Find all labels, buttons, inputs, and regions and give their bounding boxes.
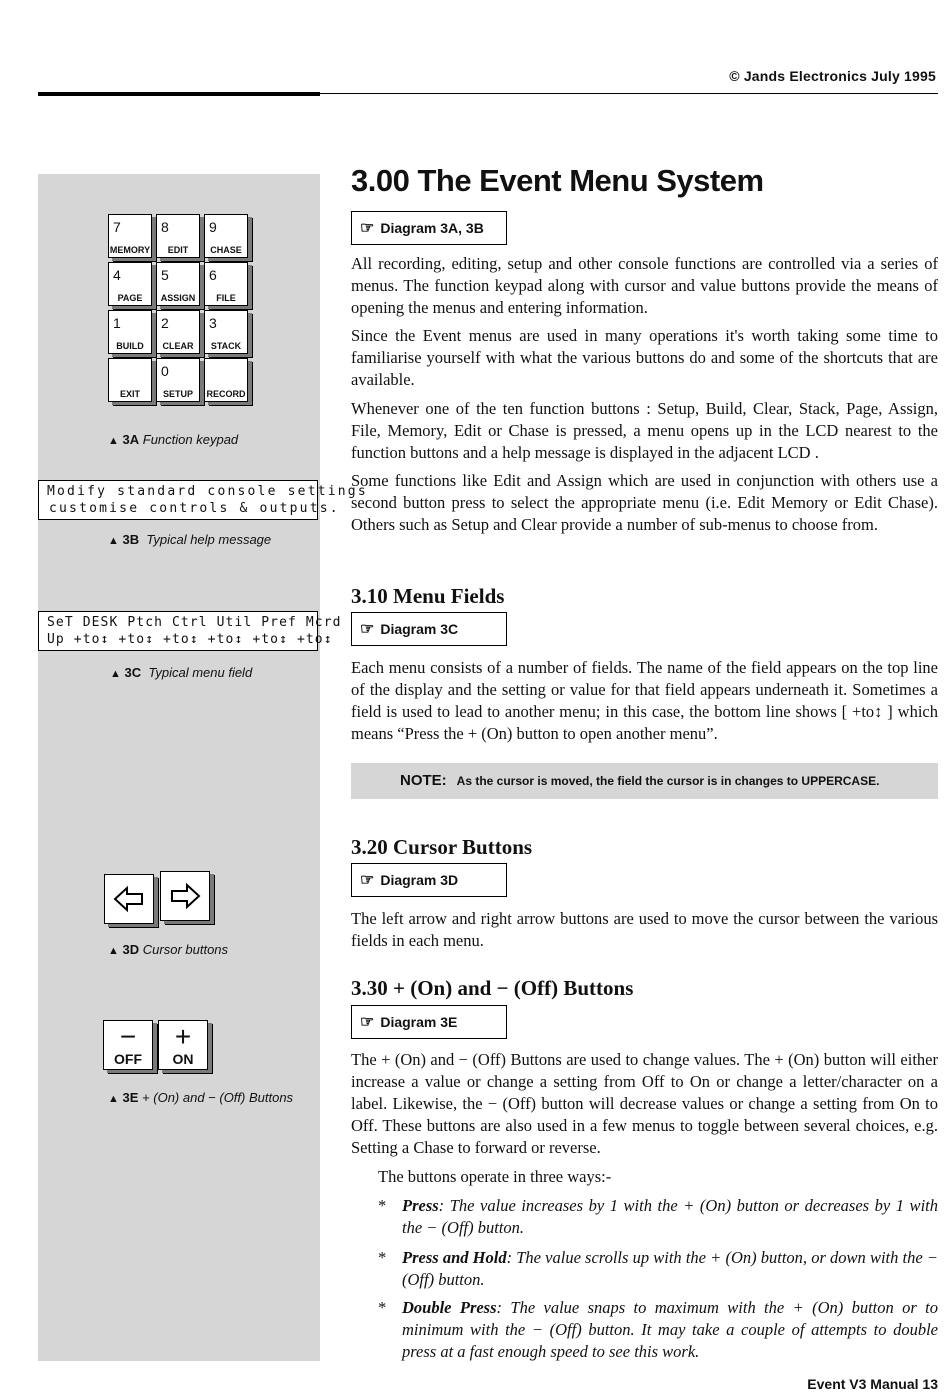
keypad-key [204,358,248,402]
note-box [351,763,938,799]
header-rule [38,92,320,96]
keypad-key [204,214,248,258]
paragraph: Some functions like Edit and Assign which are used in conjunction with others use a second button press to select the appropriate menu (i.e. Edit Memory or Edit Chase). Others such as Setup and Clear provide a number of sub-menus to choose from. [351,471,938,534]
paragraph: Each menu consists of a number of fields. The name of the field appears on the top line of the display and the setting or value for that field appears underneath it. Sometimes a field is used to lead to another menu; in this case, the bottom line shows [ +to↕ ] which means “Press the + (On) button to open another menu”. [351,658,938,743]
paragraph: Since the Event menus are used in many operations it's worth taking some time to familiarise yourself with what the various buttons do and some of the shortcuts that are available. [351,326,938,389]
lcd-line-1: Modify standard console settings [47,484,368,499]
plus-icon: + [174,1021,192,1052]
keypad-key [204,310,248,354]
key-number: 7 [113,219,121,235]
header-rule-thin [320,93,938,94]
left-arrow-icon [105,875,153,923]
key-number: 9 [209,219,217,235]
key-label: MEMORY [109,245,151,255]
keypad-key [108,358,152,402]
lcd-line-2: Up +to↕ +to↕ +to↕ +to↕ +to↕ +to↕ [47,632,333,647]
key-label: RECORD [206,389,246,399]
paragraph: All recording, editing, setup and other console functions are controlled via a series of menus. The function keypad along with cursor and value buttons provide the means of opening the menus and entering information. [351,254,938,317]
key-number: 0 [161,363,169,379]
key-label: BUILD [116,341,144,351]
lcd-line-1: SeT DESK Ptch Ctrl Util Pref Mcrd [47,615,342,630]
caption-3d: ▲ 3D Cursor buttons [108,942,229,957]
list-item: * Double Press: The value snaps to maximum with the + (On) button or to minimum with the − (Off) button. It may take a couple of attempts to double press at a fast enough speed to see this work. [378,1298,938,1361]
section-heading-3-20: 3.20 Cursor Buttons [351,835,533,859]
section-heading-3-30: 3.30 + (On) and − (Off) Buttons [351,976,634,1000]
diagram-sidebar [38,174,368,1361]
pointing-hand-icon: ☞ [360,872,375,889]
key-number: 1 [113,315,121,331]
key-number: 5 [161,267,169,283]
on-button [158,1020,208,1070]
key-label: FILE [216,293,236,303]
paragraph: The buttons operate in three ways:- [378,1167,612,1186]
diagram-ref-3d: ☞ Diagram 3D [351,863,507,897]
note-label: NOTE: [400,772,447,789]
on-label: ON [172,1051,194,1067]
pointing-hand-icon: ☞ [360,220,375,237]
key-number: 6 [209,267,217,283]
lcd-line-2: customise controls & outputs. [49,501,340,516]
page-header: © Jands Electronics July 1995 [729,68,936,84]
page-footer: Event V3 Manual 13 [807,1376,938,1392]
key-label: SETUP [162,389,193,399]
diagram-ref-3e: ☞ Diagram 3E [351,1005,507,1039]
key-number: 3 [209,315,217,331]
key-label: CLEAR [162,341,194,351]
diagram-ref-3a-3b: ☞ Diagram 3A, 3B [351,211,507,245]
pointing-hand-icon: ☞ [360,1014,375,1031]
paragraph: The left arrow and right arrow buttons are used to move the cursor between the various fields in each menu. [351,909,938,950]
keypad-key [108,214,152,258]
keypad-key [156,310,200,354]
caption-3a: ▲ 3A Function keypad [108,432,239,447]
off-label: OFF [114,1051,142,1067]
key-label: ASSIGN [160,293,196,303]
keypad-key [156,358,200,402]
list-item: * Press: The value increases by 1 with the + (On) button or decreases by 1 with the − (Off) button. [378,1196,938,1237]
caption-3b: ▲ 3B Typical help message [108,532,272,547]
keypad-key [204,262,248,306]
right-arrow-icon [161,872,209,920]
left-arrow-button [104,874,154,924]
lcd-menu-field [38,611,342,651]
off-button [103,1020,153,1070]
minus-icon: − [119,1021,137,1052]
diagram-ref-3c: ☞ Diagram 3C [351,612,507,646]
list-item: * Press and Hold: The value scrolls up with the + (On) button, or down with the − (Off) button. [378,1248,938,1289]
key-number: 8 [161,219,169,235]
keypad-key [108,262,152,306]
key-label: EDIT [167,245,189,255]
section-heading-3-10: 3.10 Menu Fields [351,584,505,608]
keypad-key [108,310,152,354]
paragraph: Whenever one of the ten function buttons : Setup, Build, Clear, Stack, Page, Assign, File, Memory, Edit or Chase is pressed, a menu opens up in the LCD nearest to the function buttons and a help message is displayed in the adjacent LCD . [351,399,938,462]
lcd-help-message [38,480,368,520]
paragraph: The + (On) and − (Off) Buttons are used to change values. The + (On) button will either increase a value or change a setting from Off to On or change a letter/character on a label. Likewise, the − (Off) button will decrease values or change a setting from On to Off. These buttons are also used in a few menus to toggle between several choices, e.g. Setting a Chase to forward or reverse. [351,1050,938,1157]
caption-3c: ▲ 3C Typical menu field [110,665,253,680]
key-label: STACK [210,341,242,351]
right-arrow-button [160,871,210,921]
function-keypad [108,214,258,409]
key-label: CHASE [210,245,242,255]
pointing-hand-icon: ☞ [360,621,375,638]
page-title: 3.00 The Event Menu System [351,163,764,198]
key-number: 2 [161,315,169,331]
keypad-key [156,214,200,258]
keypad-key [156,262,200,306]
key-label: EXIT [119,389,140,399]
key-label: PAGE [117,293,143,303]
note-text: As the cursor is moved, the field the cursor is in changes to UPPERCASE. [456,774,880,788]
caption-3e: ▲ 3E + (On) and − (Off) Buttons [108,1090,294,1105]
key-number: 4 [113,267,121,283]
